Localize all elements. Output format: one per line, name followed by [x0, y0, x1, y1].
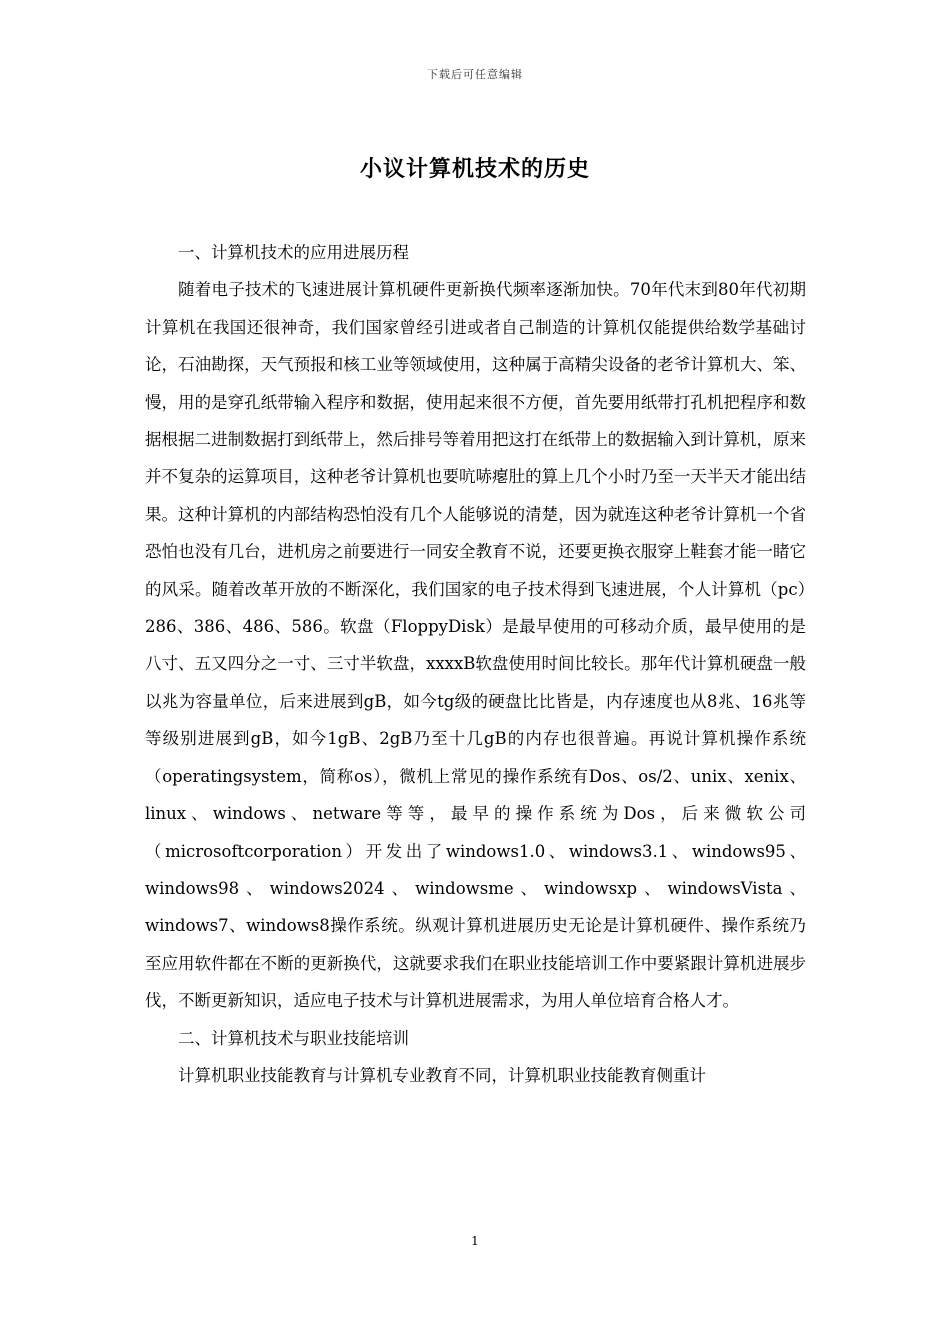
- section-heading-1: 一、计算机技术的应用进展历程: [178, 243, 409, 262]
- section-paragraph-1: 随着电子技术的飞速进展计算机硬件更新换代频率逐渐加快。70年代末到80年代初期计算机在我国还很神奇，我们国家曾经引进或者自己制造的计算机仅能提供给数学基础讨论，石油勘探，天气预报和核工业等领域使用，这种属于高精尖设备的老爷计算机大、笨、慢，用的是穿孔纸带输入程序和数据，使用起来很不方便，首先要用纸带打孔机把程序和数据根据二进制数据打到纸带上，然后排号等着用把这打在纸带上的数据输入到计算机，原来并不复杂的运算项目，这种老爷计算机也要吭哧瘪肚的算上几个小时乃至一天半天才能出结果。这种计算机的内部结构恐怕没有几个人能够说的清楚，因为就连这种老爷计算机一个省恐怕也没有几台，进机房之前要进行一同安全教育不说，还要更换衣服穿上鞋套才能一睹它的风采。随着改革开放的不断深化，我们国家的电子技术得到飞速进展，个人计算机（pc）286、386、486、586。软盘（FloppyDisk）是最早使用的可移动介质，最早使用的是八寸、五又四分之一寸、三寸半软盘，xxxxB软盘使用时间比较长。那年代计算机硬盘一般以兆为容量单位，后来进展到gB，如今tg级的硬盘比比皆是，内存速度也从8兆、16兆等等级别进展到gB，如今1gB、2gB乃至十几gB的内存也很普遍。再说计算机操作系统（operatingsystem，简称os），微机上常见的操作系统有Dos、os/2、unix、xenix、linux、windows、netware等等，最早的操作系统为Dos，后来微软公司（microsoftcorporation）开发出了windows1.0、windows3.1、windows95、windows98、windows2024、windowsme、windowsxp、windowsVista、windows7、windows8操作系统。纵观计算机进展历史无论是计算机硬件、操作系统乃至应用软件都在不断的更新换代，这就要求我们在职业技能培训工作中要紧跟计算机进展步伐，不断更新知识，适应电子技术与计算机进展需求，为用人单位培育合格人才。: [145, 280, 806, 1011]
- document-title: 小议计算机技术的历史: [359, 157, 590, 182]
- section-heading-2: 二、计算机技术与职业技能培训: [178, 1028, 409, 1048]
- section-paragraph-2: 计算机职业技能教育与计算机专业教育不同，计算机职业技能教育侧重计: [178, 1065, 706, 1085]
- page-number: 1: [471, 1234, 479, 1248]
- document-body: [145, 234, 806, 1094]
- page-header: 下载后可任意编辑: [427, 68, 523, 81]
